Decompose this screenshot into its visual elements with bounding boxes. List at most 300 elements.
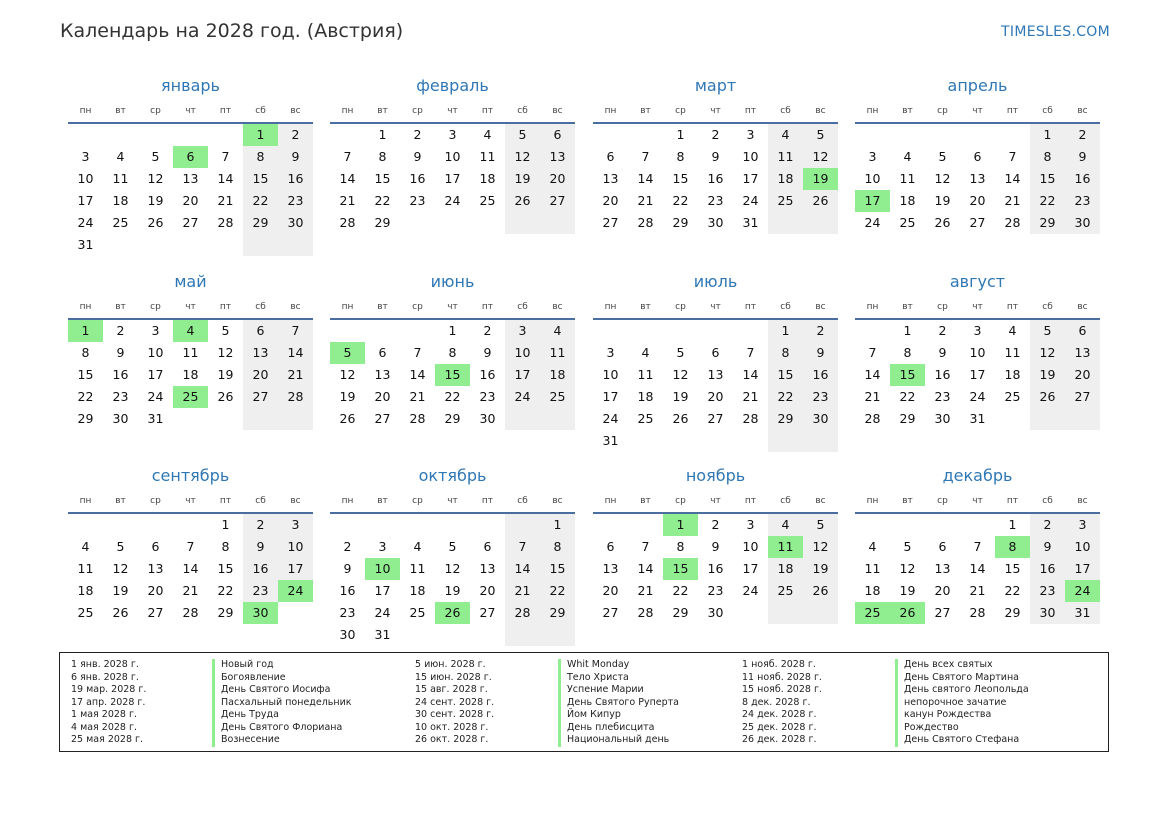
day-cell: 22 <box>672 583 689 598</box>
day-cell: 29 <box>899 411 916 426</box>
day-cell: 27 <box>479 605 496 620</box>
empty-day-cell <box>925 124 960 146</box>
day-cell: 24 <box>1065 580 1100 602</box>
month-name: январь <box>161 76 220 95</box>
month-block <box>593 268 838 452</box>
weekday-label: ср <box>412 106 423 116</box>
holiday-name: Богоявление <box>212 672 352 685</box>
holiday-date: 26 окт. 2028 г. <box>415 734 489 745</box>
day-cell: 2 <box>803 320 838 342</box>
day-cell: 12 <box>934 171 951 186</box>
holiday-date: 1 мая 2028 г. <box>71 709 137 720</box>
day-cell: 30 <box>278 212 313 234</box>
empty-day-cell <box>243 408 278 430</box>
day-cell: 5 <box>676 345 685 360</box>
empty-day-cell <box>278 408 313 430</box>
day-cell: 8 <box>676 539 685 554</box>
day-cell: 3 <box>505 320 540 342</box>
holiday-name: Пасхальный понедельник <box>212 697 352 710</box>
day-cell: 15 <box>435 364 470 386</box>
month-name: сентябрь <box>151 466 230 485</box>
holiday-name: Йом Кипур <box>558 709 679 722</box>
holiday-name: Рождество <box>895 722 1029 735</box>
day-cell: 17 <box>855 190 890 212</box>
empty-day-cell <box>995 408 1030 430</box>
day-cell: 6 <box>606 539 615 554</box>
day-cell: 4 <box>1008 323 1017 338</box>
day-cell: 26 <box>505 190 540 212</box>
day-cell: 14 <box>969 561 986 576</box>
day-cell: 9 <box>278 146 313 168</box>
day-cell: 15 <box>1004 561 1021 576</box>
day-cell: 15 <box>374 171 391 186</box>
holiday-date: 15 авг. 2028 г. <box>415 684 488 695</box>
day-cell: 19 <box>899 583 916 598</box>
day-cell: 20 <box>540 168 575 190</box>
empty-day-cell <box>505 624 540 646</box>
day-cell: 19 <box>672 389 689 404</box>
weekday-label: сб <box>255 496 266 506</box>
day-cell: 24 <box>969 389 986 404</box>
weekday-label: пт <box>1006 106 1019 116</box>
day-cell: 13 <box>243 342 278 364</box>
empty-day-cell <box>173 408 208 430</box>
day-cell: 21 <box>182 583 199 598</box>
day-cell: 6 <box>243 320 278 342</box>
day-cell: 15 <box>540 558 575 580</box>
day-cell: 18 <box>899 193 916 208</box>
day-cell: 27 <box>969 215 986 230</box>
empty-day-cell <box>960 124 995 146</box>
day-cell: 4 <box>868 539 877 554</box>
day-cell: 21 <box>637 193 654 208</box>
empty-day-cell <box>855 320 890 342</box>
day-cell: 5 <box>903 539 912 554</box>
day-cell: 29 <box>243 212 278 234</box>
days-grid <box>855 320 1100 430</box>
day-cell: 11 <box>864 561 881 576</box>
day-cell: 5 <box>448 539 457 554</box>
empty-day-cell <box>330 320 365 342</box>
day-cell: 29 <box>540 602 575 624</box>
day-cell: 21 <box>637 583 654 598</box>
day-cell: 10 <box>602 367 619 382</box>
day-cell: 29 <box>374 215 391 230</box>
day-cell: 6 <box>938 539 947 554</box>
weekday-header <box>855 490 1100 514</box>
day-cell: 3 <box>278 514 313 536</box>
empty-day-cell <box>68 514 103 536</box>
weekday-label: вс <box>552 496 563 506</box>
day-cell: 25 <box>768 190 803 212</box>
day-cell: 14 <box>217 171 234 186</box>
day-cell: 16 <box>112 367 129 382</box>
weekday-header <box>593 100 838 124</box>
weekday-label: вс <box>815 302 826 312</box>
day-cell: 2 <box>343 539 352 554</box>
day-cell: 2 <box>483 323 492 338</box>
day-cell: 5 <box>938 149 947 164</box>
day-cell: 4 <box>413 539 422 554</box>
weekday-label: ср <box>150 106 161 116</box>
day-cell: 21 <box>742 389 759 404</box>
day-cell: 27 <box>1065 386 1100 408</box>
day-cell: 1 <box>1008 517 1017 532</box>
empty-day-cell <box>330 124 365 146</box>
day-cell: 25 <box>855 602 890 624</box>
day-cell: 5 <box>803 124 838 146</box>
day-cell: 16 <box>409 171 426 186</box>
holiday-name: День Труда <box>212 709 352 722</box>
day-cell: 31 <box>602 433 619 448</box>
day-cell: 27 <box>540 190 575 212</box>
day-cell: 23 <box>243 580 278 602</box>
day-cell: 28 <box>505 602 540 624</box>
day-cell: 15 <box>890 364 925 386</box>
weekday-label: вт <box>115 496 126 506</box>
day-cell: 10 <box>444 149 461 164</box>
empty-day-cell <box>470 212 505 234</box>
day-cell: 3 <box>606 345 615 360</box>
day-cell: 28 <box>864 411 881 426</box>
day-cell: 17 <box>602 389 619 404</box>
day-cell: 14 <box>637 171 654 186</box>
day-cell: 7 <box>1008 149 1017 164</box>
day-cell: 29 <box>672 215 689 230</box>
day-cell: 28 <box>409 411 426 426</box>
weekday-label: пн <box>866 302 879 312</box>
weekday-label: пн <box>79 106 92 116</box>
day-cell: 28 <box>339 215 356 230</box>
day-cell: 22 <box>77 389 94 404</box>
day-cell: 7 <box>641 149 650 164</box>
weekday-header <box>68 100 313 124</box>
day-cell: 11 <box>182 345 199 360</box>
legend-dates-column <box>71 659 146 747</box>
day-cell: 15 <box>243 168 278 190</box>
holiday-date: 24 сент. 2028 г. <box>415 696 495 708</box>
month-block <box>68 268 313 430</box>
day-cell: 12 <box>899 561 916 576</box>
day-cell: 12 <box>803 146 838 168</box>
day-cell: 21 <box>409 389 426 404</box>
month-name: октябрь <box>418 466 487 485</box>
day-cell: 22 <box>768 386 803 408</box>
empty-day-cell <box>768 212 803 234</box>
day-cell: 25 <box>540 386 575 408</box>
weekday-label: пт <box>1006 496 1019 506</box>
empty-day-cell <box>540 212 575 234</box>
weekday-label: сб <box>255 106 266 116</box>
day-cell: 20 <box>1065 364 1100 386</box>
weekday-label: пн <box>79 302 92 312</box>
day-cell: 28 <box>969 605 986 620</box>
day-cell: 8 <box>768 342 803 364</box>
day-cell: 11 <box>77 561 94 576</box>
weekday-label: сб <box>1042 302 1053 312</box>
day-cell: 28 <box>742 411 759 426</box>
day-cell: 24 <box>77 215 94 230</box>
day-cell: 18 <box>77 583 94 598</box>
day-cell: 22 <box>217 583 234 598</box>
day-cell: 24 <box>742 193 759 208</box>
day-cell: 16 <box>934 367 951 382</box>
day-cell: 4 <box>483 127 492 142</box>
legend-names-column <box>212 659 352 747</box>
day-cell: 11 <box>479 149 496 164</box>
weekday-label: вс <box>1077 496 1088 506</box>
day-cell: 4 <box>116 149 125 164</box>
day-cell: 24 <box>374 605 391 620</box>
day-cell: 18 <box>409 583 426 598</box>
day-cell: 3 <box>746 127 755 142</box>
days-grid <box>68 320 313 430</box>
day-cell: 1 <box>243 124 278 146</box>
holiday-name: канун Рождества <box>895 709 1029 722</box>
day-cell: 29 <box>77 411 94 426</box>
weekday-label: ср <box>412 302 423 312</box>
day-cell: 30 <box>112 411 129 426</box>
empty-day-cell <box>768 602 803 624</box>
weekday-label: чт <box>972 496 983 506</box>
month-block <box>330 72 575 234</box>
empty-day-cell <box>138 234 173 256</box>
day-cell: 30 <box>339 627 356 642</box>
day-cell: 10 <box>864 171 881 186</box>
weekday-label: пт <box>744 106 757 116</box>
weekday-label: пн <box>866 106 879 116</box>
day-cell: 17 <box>77 193 94 208</box>
day-cell: 15 <box>768 364 803 386</box>
weekday-label: чт <box>710 302 721 312</box>
legend-dates-column <box>742 659 822 747</box>
day-cell: 11 <box>1004 345 1021 360</box>
day-cell: 2 <box>243 514 278 536</box>
day-cell: 20 <box>479 583 496 598</box>
empty-day-cell <box>173 124 208 146</box>
day-cell: 17 <box>444 171 461 186</box>
day-cell: 26 <box>339 411 356 426</box>
holiday-name: День Святого Руперта <box>558 697 679 710</box>
empty-day-cell <box>365 514 400 536</box>
day-cell: 26 <box>112 605 129 620</box>
day-cell: 25 <box>899 215 916 230</box>
weekday-label: сб <box>780 302 791 312</box>
day-cell: 21 <box>1004 193 1021 208</box>
month-name: декабрь <box>942 466 1013 485</box>
day-cell: 7 <box>221 149 230 164</box>
day-cell: 17 <box>505 364 540 386</box>
day-cell: 1 <box>1030 124 1065 146</box>
day-cell: 29 <box>1004 605 1021 620</box>
day-cell: 7 <box>186 539 195 554</box>
day-cell: 13 <box>1065 342 1100 364</box>
day-cell: 15 <box>672 171 689 186</box>
weekday-label: чт <box>710 496 721 506</box>
day-cell: 13 <box>602 561 619 576</box>
day-cell: 25 <box>637 411 654 426</box>
day-cell: 6 <box>973 149 982 164</box>
weekday-label: вс <box>552 302 563 312</box>
day-cell: 24 <box>147 389 164 404</box>
day-cell: 17 <box>742 171 759 186</box>
weekday-label: ср <box>675 106 686 116</box>
weekday-header <box>330 490 575 514</box>
empty-day-cell <box>663 430 698 452</box>
weekday-label: пт <box>481 496 494 506</box>
day-cell: 22 <box>1030 190 1065 212</box>
holiday-name: Национальный день <box>558 734 679 747</box>
day-cell: 22 <box>540 580 575 602</box>
day-cell: 9 <box>938 345 947 360</box>
holiday-date: 8 дек. 2028 г. <box>742 696 811 708</box>
day-cell: 21 <box>339 193 356 208</box>
day-cell: 7 <box>278 320 313 342</box>
weekday-label: ср <box>675 302 686 312</box>
day-cell: 13 <box>934 561 951 576</box>
day-cell: 18 <box>540 364 575 386</box>
holiday-date: 10 окт. 2028 г. <box>415 721 489 733</box>
day-cell: 26 <box>803 190 838 212</box>
day-cell: 16 <box>339 583 356 598</box>
weekday-label: вс <box>552 106 563 116</box>
day-cell: 31 <box>742 215 759 230</box>
day-cell: 25 <box>479 193 496 208</box>
day-cell: 16 <box>803 364 838 386</box>
day-cell: 6 <box>606 149 615 164</box>
day-cell: 23 <box>803 386 838 408</box>
page-title: Календарь на 2028 год. (Австрия) <box>60 20 404 42</box>
empty-day-cell <box>208 408 243 430</box>
day-cell: 12 <box>1030 342 1065 364</box>
day-cell: 11 <box>540 342 575 364</box>
empty-day-cell <box>138 124 173 146</box>
day-cell: 16 <box>1065 168 1100 190</box>
month-name: май <box>174 272 207 291</box>
weekday-label: вс <box>1077 302 1088 312</box>
day-cell: 9 <box>711 149 720 164</box>
empty-day-cell <box>540 408 575 430</box>
weekday-label: вт <box>115 302 126 312</box>
empty-day-cell <box>505 212 540 234</box>
day-cell: 17 <box>1065 558 1100 580</box>
day-cell: 26 <box>803 580 838 602</box>
month-block <box>593 72 838 234</box>
day-cell: 30 <box>1030 602 1065 624</box>
empty-day-cell <box>733 602 768 624</box>
holiday-name: Успение Марии <box>558 684 679 697</box>
day-cell: 23 <box>479 389 496 404</box>
empty-day-cell <box>698 320 733 342</box>
day-cell: 8 <box>540 536 575 558</box>
day-cell: 13 <box>540 146 575 168</box>
weekday-label: вт <box>640 302 651 312</box>
day-cell: 10 <box>278 536 313 558</box>
empty-day-cell <box>855 514 890 536</box>
day-cell: 8 <box>676 149 685 164</box>
holiday-date: 24 дек. 2028 г. <box>742 709 817 720</box>
day-cell: 12 <box>505 146 540 168</box>
weekday-label: вс <box>290 106 301 116</box>
day-cell: 6 <box>711 345 720 360</box>
day-cell: 2 <box>938 323 947 338</box>
weekday-header <box>593 296 838 320</box>
day-cell: 23 <box>707 193 724 208</box>
day-cell: 31 <box>77 237 94 252</box>
holiday-name: Whit Monday <box>558 659 679 672</box>
day-cell: 14 <box>1004 171 1021 186</box>
day-cell: 22 <box>374 193 391 208</box>
day-cell: 9 <box>711 539 720 554</box>
day-cell: 15 <box>217 561 234 576</box>
holiday-date: 4 мая 2028 г. <box>71 721 137 733</box>
day-cell: 14 <box>505 558 540 580</box>
month-name: июнь <box>430 272 475 291</box>
day-cell: 4 <box>173 320 208 342</box>
day-cell: 9 <box>343 561 352 576</box>
day-cell: 25 <box>173 386 208 408</box>
days-grid <box>330 124 575 234</box>
holiday-date: 25 мая 2028 г. <box>71 734 144 745</box>
days-grid <box>330 514 575 646</box>
day-cell: 22 <box>243 190 278 212</box>
empty-day-cell <box>103 124 138 146</box>
empty-day-cell <box>470 624 505 646</box>
day-cell: 8 <box>243 146 278 168</box>
site-link[interactable]: TIMESLES.COM <box>1001 24 1110 40</box>
weekday-label: пт <box>744 496 757 506</box>
empty-day-cell <box>803 602 838 624</box>
weekday-label: чт <box>710 106 721 116</box>
weekday-label: сб <box>255 302 266 312</box>
holiday-name: День Святого Мартина <box>895 672 1029 685</box>
weekday-label: вс <box>290 496 301 506</box>
day-cell: 13 <box>147 561 164 576</box>
empty-day-cell <box>173 514 208 536</box>
empty-day-cell <box>628 320 663 342</box>
weekday-label: вт <box>902 496 913 506</box>
empty-day-cell <box>505 514 540 536</box>
day-cell: 5 <box>116 539 125 554</box>
day-cell: 1 <box>221 517 230 532</box>
day-cell: 23 <box>409 193 426 208</box>
day-cell: 11 <box>637 367 654 382</box>
weekday-label: пн <box>79 496 92 506</box>
empty-day-cell <box>593 320 628 342</box>
day-cell: 5 <box>151 149 160 164</box>
day-cell: 20 <box>147 583 164 598</box>
day-cell: 3 <box>378 539 387 554</box>
weekday-label: сб <box>780 106 791 116</box>
weekday-label: вт <box>377 302 388 312</box>
day-cell: 18 <box>112 193 129 208</box>
weekday-label: пн <box>341 496 354 506</box>
holiday-date: 11 нояб. 2028 г. <box>742 671 822 683</box>
day-cell: 15 <box>1030 168 1065 190</box>
day-cell: 30 <box>803 408 838 430</box>
month-name: март <box>694 76 737 95</box>
day-cell: 27 <box>602 605 619 620</box>
day-cell: 29 <box>1030 212 1065 234</box>
days-grid <box>855 124 1100 234</box>
day-cell: 26 <box>435 602 470 624</box>
day-cell: 4 <box>903 149 912 164</box>
day-cell: 6 <box>483 539 492 554</box>
day-cell: 8 <box>221 539 230 554</box>
month-block <box>855 462 1100 624</box>
day-cell: 28 <box>217 215 234 230</box>
day-cell: 16 <box>707 561 724 576</box>
